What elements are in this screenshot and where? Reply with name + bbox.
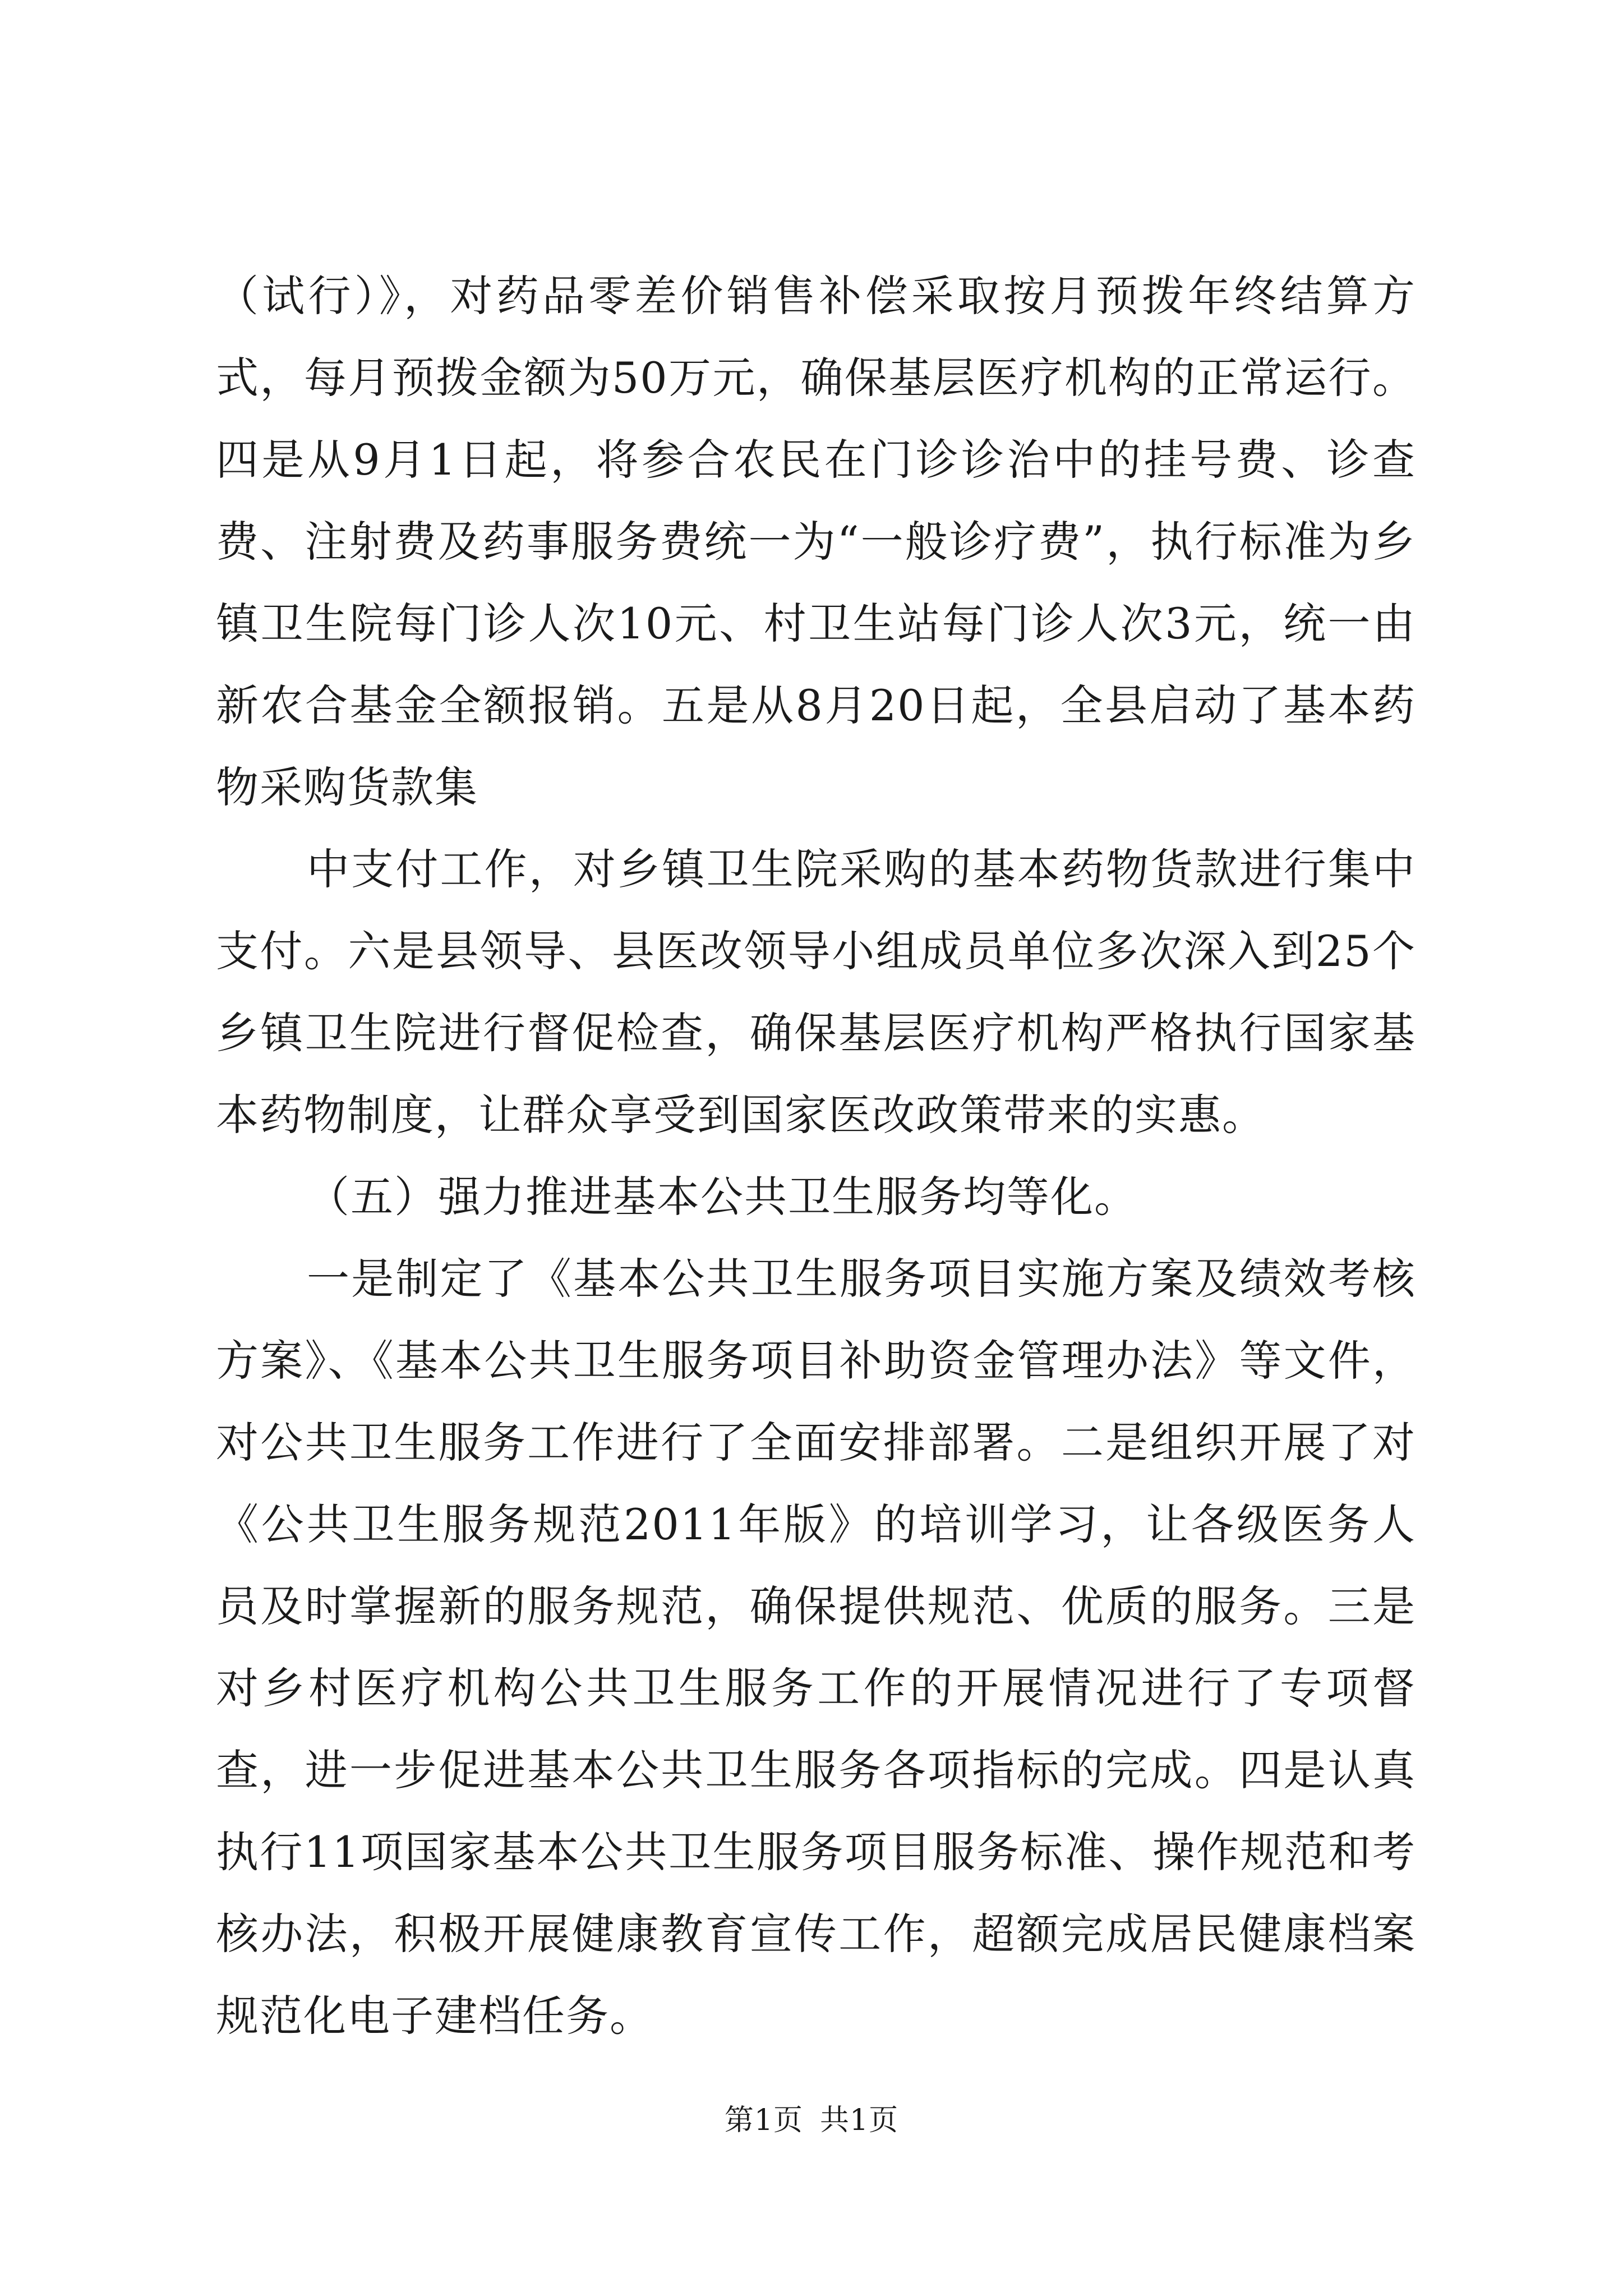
section-heading: （五）强力推进基本公共卫生服务均等化。: [307, 1172, 1138, 1222]
page-number: 第1页: [724, 2104, 803, 2137]
document-body: [216, 255, 1416, 2057]
page-total: 共1页: [820, 2104, 899, 2137]
paragraph-continued: （试行）》，对药品零差价销售补偿采取按月预拨年终结算方式，每月预拨金额为50万元，确保基层医疗机构的正常运行。四是从9月1日起，将参合农民在门诊诊治中的挂号费、诊查费、注射费及药事服务费统一为“一般诊疗费”，执行标准为乡镇卫生院每门诊人次10元、村卫生站每门诊人次3元，统一由新农合基金全额报销。五是从8月20日起，全县启动了基本药物采购货款集: [216, 271, 1416, 812]
page-footer: [0, 2101, 1623, 2140]
paragraph-payment: 中支付工作，对乡镇卫生院采购的基本药物货款进行集中支付。六是县领导、县医改领导小组成员单位多次深入到25个乡镇卫生院进行督促检查，确保基层医疗机构严格执行国家基本药物制度，让群众享受到国家医改政策带来的实惠。: [216, 844, 1416, 1140]
paragraph-public-health: 一是制定了《基本公共卫生服务项目实施方案及绩效考核方案》、《基本公共卫生服务项目补助资金管理办法》等文件，对公共卫生服务工作进行了全面安排部署。二是组织开展了对《公共卫生服务规范2011年版》的培训学习，让各级医务人员及时掌握新的服务规范，确保提供规范、优质的服务。三是对乡村医疗机构公共卫生服务工作的开展情况进行了专项督查，进一步促进基本公共卫生服务各项指标的完成。四是认真执行11项国家基本公共卫生服务项目服务标准、操作规范和考核办法，积极开展健康教育宣传工作，超额完成居民健康档案规范化电子建档任务。: [216, 1254, 1416, 2041]
